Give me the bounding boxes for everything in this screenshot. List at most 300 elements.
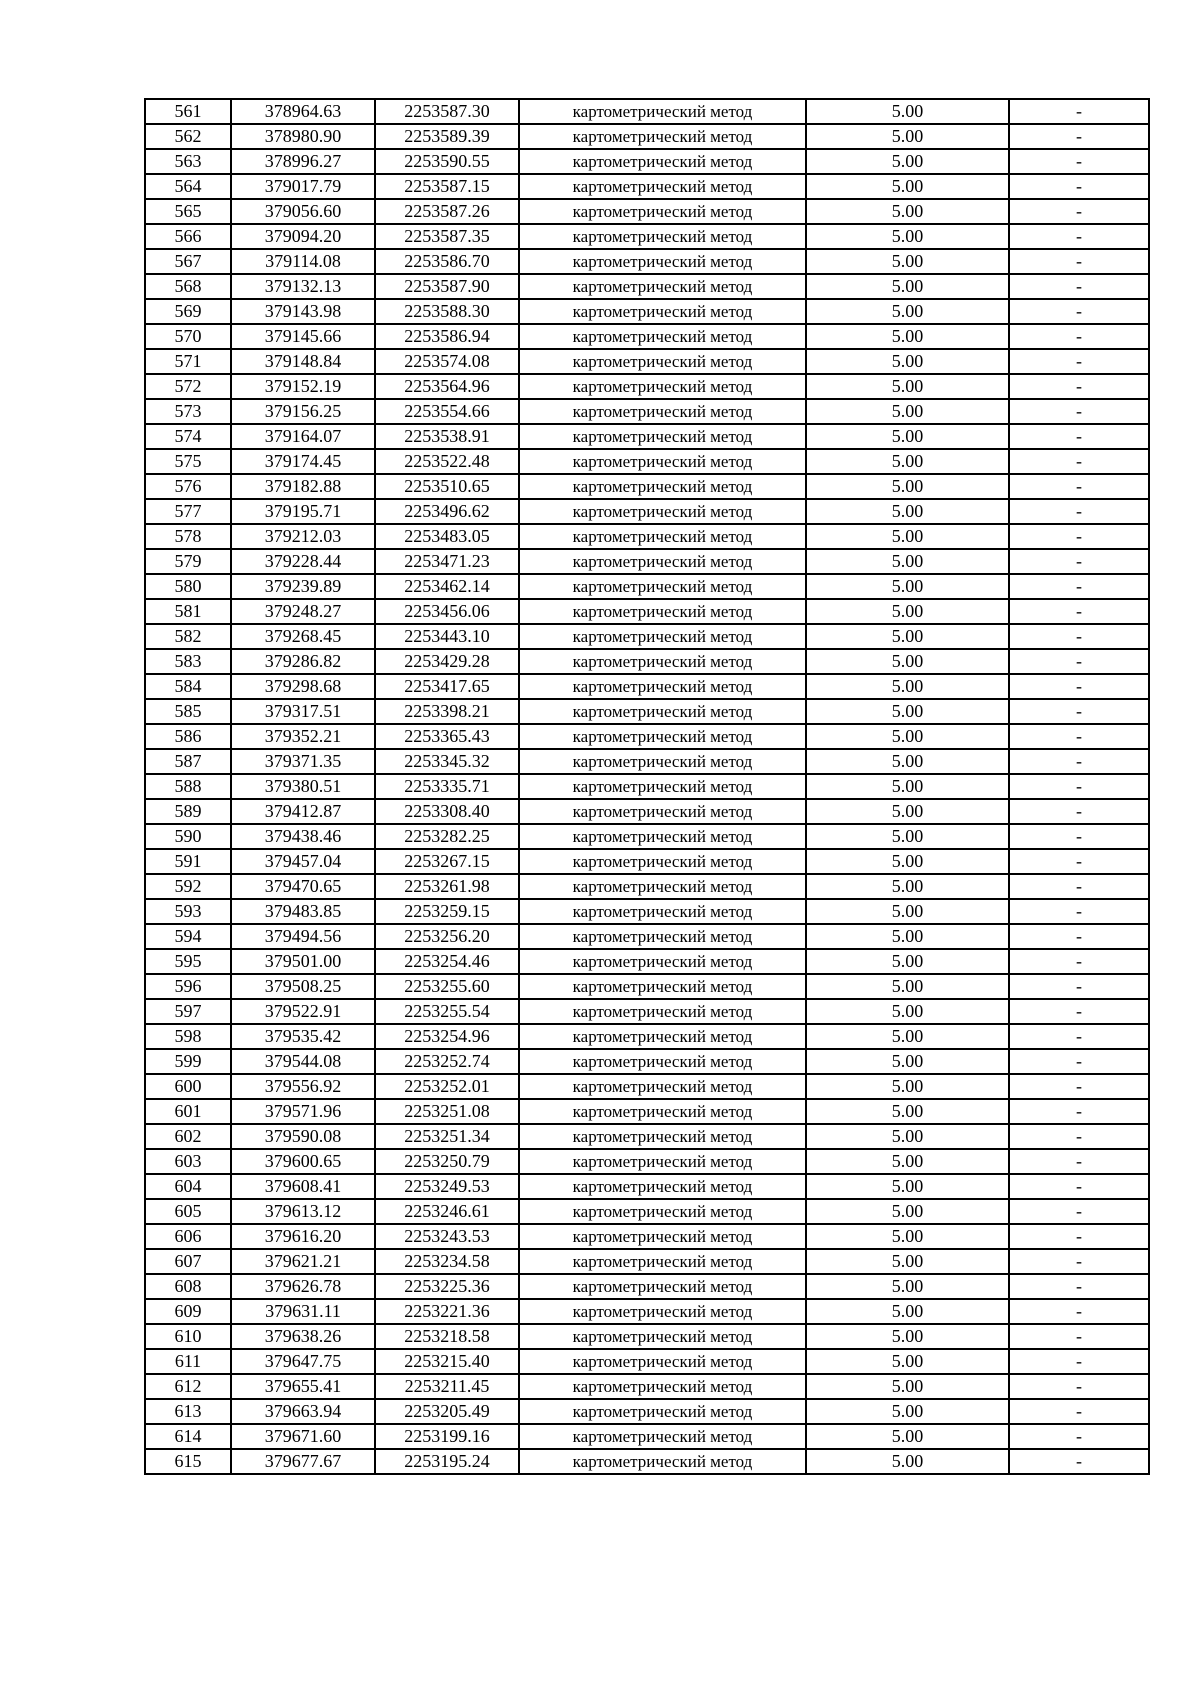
y-coordinate-cell: 2253365.43 <box>375 724 519 749</box>
x-coordinate-cell: 379600.65 <box>231 1149 375 1174</box>
method-cell: картометрический метод <box>519 624 806 649</box>
method-cell: картометрический метод <box>519 749 806 774</box>
accuracy-cell: 5.00 <box>806 724 1009 749</box>
note-cell: - <box>1009 249 1149 274</box>
table-row <box>145 1024 1149 1049</box>
method-cell: картометрический метод <box>519 1374 806 1399</box>
y-coordinate-cell: 2253254.96 <box>375 1024 519 1049</box>
accuracy-cell: 5.00 <box>806 524 1009 549</box>
table-row <box>145 724 1149 749</box>
accuracy-cell: 5.00 <box>806 449 1009 474</box>
y-coordinate-cell: 2253221.36 <box>375 1299 519 1324</box>
accuracy-cell: 5.00 <box>806 1099 1009 1124</box>
accuracy-cell: 5.00 <box>806 174 1009 199</box>
method-cell: картометрический метод <box>519 974 806 999</box>
note-cell: - <box>1009 399 1149 424</box>
method-cell: картометрический метод <box>519 674 806 699</box>
accuracy-cell: 5.00 <box>806 1024 1009 1049</box>
point-number-cell: 599 <box>145 1049 231 1074</box>
point-number-cell: 562 <box>145 124 231 149</box>
method-cell: картометрический метод <box>519 924 806 949</box>
point-number-cell: 606 <box>145 1224 231 1249</box>
accuracy-cell: 5.00 <box>806 1324 1009 1349</box>
note-cell: - <box>1009 774 1149 799</box>
x-coordinate-cell: 379182.88 <box>231 474 375 499</box>
point-number-cell: 564 <box>145 174 231 199</box>
table-row <box>145 1274 1149 1299</box>
note-cell: - <box>1009 674 1149 699</box>
x-coordinate-cell: 379156.25 <box>231 399 375 424</box>
method-cell: картометрический метод <box>519 1399 806 1424</box>
point-number-cell: 592 <box>145 874 231 899</box>
note-cell: - <box>1009 599 1149 624</box>
x-coordinate-cell: 379556.92 <box>231 1074 375 1099</box>
table-row <box>145 624 1149 649</box>
x-coordinate-cell: 379248.27 <box>231 599 375 624</box>
note-cell: - <box>1009 549 1149 574</box>
accuracy-cell: 5.00 <box>806 1449 1009 1474</box>
accuracy-cell: 5.00 <box>806 1149 1009 1174</box>
y-coordinate-cell: 2253199.16 <box>375 1424 519 1449</box>
table-row <box>145 824 1149 849</box>
table-row <box>145 424 1149 449</box>
y-coordinate-cell: 2253259.15 <box>375 899 519 924</box>
x-coordinate-cell: 379412.87 <box>231 799 375 824</box>
y-coordinate-cell: 2253335.71 <box>375 774 519 799</box>
y-coordinate-cell: 2253590.55 <box>375 149 519 174</box>
x-coordinate-cell: 379114.08 <box>231 249 375 274</box>
point-number-cell: 573 <box>145 399 231 424</box>
accuracy-cell: 5.00 <box>806 1349 1009 1374</box>
accuracy-cell: 5.00 <box>806 999 1009 1024</box>
x-coordinate-cell: 379132.13 <box>231 274 375 299</box>
accuracy-cell: 5.00 <box>806 499 1009 524</box>
method-cell: картометрический метод <box>519 1274 806 1299</box>
x-coordinate-cell: 379613.12 <box>231 1199 375 1224</box>
x-coordinate-cell: 379286.82 <box>231 649 375 674</box>
note-cell: - <box>1009 1174 1149 1199</box>
x-coordinate-cell: 379483.85 <box>231 899 375 924</box>
point-number-cell: 591 <box>145 849 231 874</box>
note-cell: - <box>1009 1274 1149 1299</box>
note-cell: - <box>1009 999 1149 1024</box>
point-number-cell: 577 <box>145 499 231 524</box>
point-number-cell: 593 <box>145 899 231 924</box>
point-number-cell: 596 <box>145 974 231 999</box>
note-cell: - <box>1009 124 1149 149</box>
note-cell: - <box>1009 1249 1149 1274</box>
y-coordinate-cell: 2253251.08 <box>375 1099 519 1124</box>
note-cell: - <box>1009 199 1149 224</box>
x-coordinate-cell: 379371.35 <box>231 749 375 774</box>
accuracy-cell: 5.00 <box>806 324 1009 349</box>
point-number-cell: 614 <box>145 1424 231 1449</box>
method-cell: картометрический метод <box>519 874 806 899</box>
accuracy-cell: 5.00 <box>806 849 1009 874</box>
method-cell: картометрический метод <box>519 124 806 149</box>
x-coordinate-cell: 379317.51 <box>231 699 375 724</box>
x-coordinate-cell: 379056.60 <box>231 199 375 224</box>
note-cell: - <box>1009 324 1149 349</box>
point-number-cell: 561 <box>145 99 231 124</box>
method-cell: картометрический метод <box>519 1299 806 1324</box>
method-cell: картометрический метод <box>519 299 806 324</box>
note-cell: - <box>1009 1099 1149 1124</box>
x-coordinate-cell: 379470.65 <box>231 874 375 899</box>
method-cell: картометрический метод <box>519 424 806 449</box>
table-row <box>145 1374 1149 1399</box>
method-cell: картометрический метод <box>519 224 806 249</box>
x-coordinate-cell: 379663.94 <box>231 1399 375 1424</box>
table-row <box>145 874 1149 899</box>
point-number-cell: 580 <box>145 574 231 599</box>
y-coordinate-cell: 2253510.65 <box>375 474 519 499</box>
point-number-cell: 572 <box>145 374 231 399</box>
method-cell: картометрический метод <box>519 574 806 599</box>
table-row <box>145 399 1149 424</box>
note-cell: - <box>1009 1424 1149 1449</box>
x-coordinate-cell: 378964.63 <box>231 99 375 124</box>
y-coordinate-cell: 2253587.30 <box>375 99 519 124</box>
y-coordinate-cell: 2253538.91 <box>375 424 519 449</box>
point-number-cell: 594 <box>145 924 231 949</box>
table-row <box>145 574 1149 599</box>
accuracy-cell: 5.00 <box>806 1124 1009 1149</box>
note-cell: - <box>1009 924 1149 949</box>
y-coordinate-cell: 2253417.65 <box>375 674 519 699</box>
y-coordinate-cell: 2253249.53 <box>375 1174 519 1199</box>
x-coordinate-cell: 379145.66 <box>231 324 375 349</box>
note-cell: - <box>1009 174 1149 199</box>
y-coordinate-cell: 2253345.32 <box>375 749 519 774</box>
table-row <box>145 549 1149 574</box>
accuracy-cell: 5.00 <box>806 1049 1009 1074</box>
table-row <box>145 674 1149 699</box>
coordinates-table <box>144 98 1150 1475</box>
table-row <box>145 349 1149 374</box>
y-coordinate-cell: 2253211.45 <box>375 1374 519 1399</box>
method-cell: картометрический метод <box>519 824 806 849</box>
accuracy-cell: 5.00 <box>806 699 1009 724</box>
table-row <box>145 799 1149 824</box>
table-row <box>145 1349 1149 1374</box>
y-coordinate-cell: 2253483.05 <box>375 524 519 549</box>
point-number-cell: 615 <box>145 1449 231 1474</box>
y-coordinate-cell: 2253243.53 <box>375 1224 519 1249</box>
point-number-cell: 605 <box>145 1199 231 1224</box>
accuracy-cell: 5.00 <box>806 649 1009 674</box>
y-coordinate-cell: 2253496.62 <box>375 499 519 524</box>
x-coordinate-cell: 379380.51 <box>231 774 375 799</box>
table-row <box>145 224 1149 249</box>
note-cell: - <box>1009 799 1149 824</box>
point-number-cell: 568 <box>145 274 231 299</box>
note-cell: - <box>1009 149 1149 174</box>
y-coordinate-cell: 2253251.34 <box>375 1124 519 1149</box>
method-cell: картометрический метод <box>519 1049 806 1074</box>
method-cell: картометрический метод <box>519 1024 806 1049</box>
table-row <box>145 974 1149 999</box>
note-cell: - <box>1009 874 1149 899</box>
method-cell: картометрический метод <box>519 999 806 1024</box>
x-coordinate-cell: 379298.68 <box>231 674 375 699</box>
table-row <box>145 1424 1149 1449</box>
y-coordinate-cell: 2253252.01 <box>375 1074 519 1099</box>
x-coordinate-cell: 379195.71 <box>231 499 375 524</box>
point-number-cell: 570 <box>145 324 231 349</box>
point-number-cell: 588 <box>145 774 231 799</box>
y-coordinate-cell: 2253587.26 <box>375 199 519 224</box>
method-cell: картометрический метод <box>519 899 806 924</box>
point-number-cell: 609 <box>145 1299 231 1324</box>
table-row <box>145 899 1149 924</box>
x-coordinate-cell: 379268.45 <box>231 624 375 649</box>
note-cell: - <box>1009 574 1149 599</box>
note-cell: - <box>1009 1224 1149 1249</box>
y-coordinate-cell: 2253443.10 <box>375 624 519 649</box>
y-coordinate-cell: 2253586.94 <box>375 324 519 349</box>
x-coordinate-cell: 379457.04 <box>231 849 375 874</box>
note-cell: - <box>1009 99 1149 124</box>
accuracy-cell: 5.00 <box>806 374 1009 399</box>
y-coordinate-cell: 2253588.30 <box>375 299 519 324</box>
x-coordinate-cell: 379535.42 <box>231 1024 375 1049</box>
point-number-cell: 602 <box>145 1124 231 1149</box>
point-number-cell: 590 <box>145 824 231 849</box>
accuracy-cell: 5.00 <box>806 424 1009 449</box>
table-row <box>145 949 1149 974</box>
method-cell: картометрический метод <box>519 499 806 524</box>
x-coordinate-cell: 379677.67 <box>231 1449 375 1474</box>
point-number-cell: 571 <box>145 349 231 374</box>
y-coordinate-cell: 2253587.35 <box>375 224 519 249</box>
y-coordinate-cell: 2253195.24 <box>375 1449 519 1474</box>
table-row <box>145 699 1149 724</box>
table-row <box>145 1249 1149 1274</box>
method-cell: картометрический метод <box>519 699 806 724</box>
x-coordinate-cell: 379571.96 <box>231 1099 375 1124</box>
y-coordinate-cell: 2253205.49 <box>375 1399 519 1424</box>
method-cell: картометрический метод <box>519 799 806 824</box>
y-coordinate-cell: 2253255.54 <box>375 999 519 1024</box>
method-cell: картометрический метод <box>519 1149 806 1174</box>
note-cell: - <box>1009 849 1149 874</box>
accuracy-cell: 5.00 <box>806 624 1009 649</box>
point-number-cell: 611 <box>145 1349 231 1374</box>
y-coordinate-cell: 2253261.98 <box>375 874 519 899</box>
y-coordinate-cell: 2253308.40 <box>375 799 519 824</box>
method-cell: картометрический метод <box>519 1349 806 1374</box>
method-cell: картометрический метод <box>519 1449 806 1474</box>
note-cell: - <box>1009 974 1149 999</box>
table-row <box>145 849 1149 874</box>
method-cell: картометрический метод <box>519 449 806 474</box>
method-cell: картометрический метод <box>519 349 806 374</box>
table-row <box>145 599 1149 624</box>
table-row <box>145 1399 1149 1424</box>
method-cell: картометрический метод <box>519 1424 806 1449</box>
method-cell: картометрический метод <box>519 649 806 674</box>
table-row <box>145 524 1149 549</box>
point-number-cell: 586 <box>145 724 231 749</box>
note-cell: - <box>1009 499 1149 524</box>
y-coordinate-cell: 2253282.25 <box>375 824 519 849</box>
note-cell: - <box>1009 1149 1149 1174</box>
accuracy-cell: 5.00 <box>806 1424 1009 1449</box>
point-number-cell: 610 <box>145 1324 231 1349</box>
accuracy-cell: 5.00 <box>806 774 1009 799</box>
accuracy-cell: 5.00 <box>806 249 1009 274</box>
point-number-cell: 587 <box>145 749 231 774</box>
table-row <box>145 1174 1149 1199</box>
accuracy-cell: 5.00 <box>806 899 1009 924</box>
y-coordinate-cell: 2253254.46 <box>375 949 519 974</box>
accuracy-cell: 5.00 <box>806 474 1009 499</box>
table-row <box>145 1124 1149 1149</box>
accuracy-cell: 5.00 <box>806 924 1009 949</box>
y-coordinate-cell: 2253587.15 <box>375 174 519 199</box>
method-cell: картометрический метод <box>519 774 806 799</box>
note-cell: - <box>1009 1449 1149 1474</box>
x-coordinate-cell: 379655.41 <box>231 1374 375 1399</box>
note-cell: - <box>1009 1024 1149 1049</box>
accuracy-cell: 5.00 <box>806 1249 1009 1274</box>
y-coordinate-cell: 2253429.28 <box>375 649 519 674</box>
table-row <box>145 99 1149 124</box>
point-number-cell: 579 <box>145 549 231 574</box>
accuracy-cell: 5.00 <box>806 1299 1009 1324</box>
method-cell: картометрический метод <box>519 1324 806 1349</box>
table-row <box>145 499 1149 524</box>
y-coordinate-cell: 2253522.48 <box>375 449 519 474</box>
y-coordinate-cell: 2253398.21 <box>375 699 519 724</box>
x-coordinate-cell: 379352.21 <box>231 724 375 749</box>
y-coordinate-cell: 2253218.58 <box>375 1324 519 1349</box>
method-cell: картометрический метод <box>519 1124 806 1149</box>
x-coordinate-cell: 379017.79 <box>231 174 375 199</box>
x-coordinate-cell: 379616.20 <box>231 1224 375 1249</box>
point-number-cell: 595 <box>145 949 231 974</box>
method-cell: картометрический метод <box>519 524 806 549</box>
y-coordinate-cell: 2253246.61 <box>375 1199 519 1224</box>
x-coordinate-cell: 379501.00 <box>231 949 375 974</box>
note-cell: - <box>1009 899 1149 924</box>
y-coordinate-cell: 2253587.90 <box>375 274 519 299</box>
note-cell: - <box>1009 524 1149 549</box>
method-cell: картометрический метод <box>519 1199 806 1224</box>
point-number-cell: 603 <box>145 1149 231 1174</box>
note-cell: - <box>1009 624 1149 649</box>
note-cell: - <box>1009 724 1149 749</box>
y-coordinate-cell: 2253456.06 <box>375 599 519 624</box>
accuracy-cell: 5.00 <box>806 274 1009 299</box>
point-number-cell: 581 <box>145 599 231 624</box>
point-number-cell: 608 <box>145 1274 231 1299</box>
point-number-cell: 589 <box>145 799 231 824</box>
point-number-cell: 563 <box>145 149 231 174</box>
method-cell: картометрический метод <box>519 474 806 499</box>
point-number-cell: 604 <box>145 1174 231 1199</box>
table-row <box>145 1149 1149 1174</box>
x-coordinate-cell: 379647.75 <box>231 1349 375 1374</box>
note-cell: - <box>1009 1399 1149 1424</box>
y-coordinate-cell: 2253462.14 <box>375 574 519 599</box>
accuracy-cell: 5.00 <box>806 1199 1009 1224</box>
y-coordinate-cell: 2253255.60 <box>375 974 519 999</box>
coordinates-table-body <box>145 99 1149 1474</box>
point-number-cell: 585 <box>145 699 231 724</box>
table-row <box>145 749 1149 774</box>
accuracy-cell: 5.00 <box>806 399 1009 424</box>
table-row <box>145 649 1149 674</box>
method-cell: картометрический метод <box>519 949 806 974</box>
method-cell: картометрический метод <box>519 149 806 174</box>
point-number-cell: 607 <box>145 1249 231 1274</box>
accuracy-cell: 5.00 <box>806 574 1009 599</box>
accuracy-cell: 5.00 <box>806 124 1009 149</box>
note-cell: - <box>1009 349 1149 374</box>
table-row <box>145 1074 1149 1099</box>
point-number-cell: 612 <box>145 1374 231 1399</box>
table-row <box>145 474 1149 499</box>
x-coordinate-cell: 379143.98 <box>231 299 375 324</box>
accuracy-cell: 5.00 <box>806 674 1009 699</box>
point-number-cell: 578 <box>145 524 231 549</box>
method-cell: картометрический метод <box>519 274 806 299</box>
y-coordinate-cell: 2253564.96 <box>375 374 519 399</box>
accuracy-cell: 5.00 <box>806 949 1009 974</box>
x-coordinate-cell: 379228.44 <box>231 549 375 574</box>
method-cell: картометрический метод <box>519 1099 806 1124</box>
table-row <box>145 1324 1149 1349</box>
point-number-cell: 597 <box>145 999 231 1024</box>
x-coordinate-cell: 379148.84 <box>231 349 375 374</box>
x-coordinate-cell: 379590.08 <box>231 1124 375 1149</box>
point-number-cell: 576 <box>145 474 231 499</box>
note-cell: - <box>1009 649 1149 674</box>
method-cell: картометрический метод <box>519 549 806 574</box>
table-row <box>145 374 1149 399</box>
x-coordinate-cell: 379164.07 <box>231 424 375 449</box>
point-number-cell: 601 <box>145 1099 231 1124</box>
accuracy-cell: 5.00 <box>806 799 1009 824</box>
method-cell: картометрический метод <box>519 1224 806 1249</box>
x-coordinate-cell: 379608.41 <box>231 1174 375 1199</box>
x-coordinate-cell: 379522.91 <box>231 999 375 1024</box>
accuracy-cell: 5.00 <box>806 149 1009 174</box>
y-coordinate-cell: 2253234.58 <box>375 1249 519 1274</box>
note-cell: - <box>1009 1349 1149 1374</box>
y-coordinate-cell: 2253250.79 <box>375 1149 519 1174</box>
point-number-cell: 598 <box>145 1024 231 1049</box>
y-coordinate-cell: 2253215.40 <box>375 1349 519 1374</box>
accuracy-cell: 5.00 <box>806 1274 1009 1299</box>
point-number-cell: 569 <box>145 299 231 324</box>
note-cell: - <box>1009 1124 1149 1149</box>
note-cell: - <box>1009 749 1149 774</box>
note-cell: - <box>1009 474 1149 499</box>
x-coordinate-cell: 379638.26 <box>231 1324 375 1349</box>
accuracy-cell: 5.00 <box>806 1174 1009 1199</box>
x-coordinate-cell: 379094.20 <box>231 224 375 249</box>
x-coordinate-cell: 379544.08 <box>231 1049 375 1074</box>
method-cell: картометрический метод <box>519 174 806 199</box>
point-number-cell: 613 <box>145 1399 231 1424</box>
note-cell: - <box>1009 699 1149 724</box>
method-cell: картометрический метод <box>519 1174 806 1199</box>
point-number-cell: 565 <box>145 199 231 224</box>
accuracy-cell: 5.00 <box>806 1399 1009 1424</box>
